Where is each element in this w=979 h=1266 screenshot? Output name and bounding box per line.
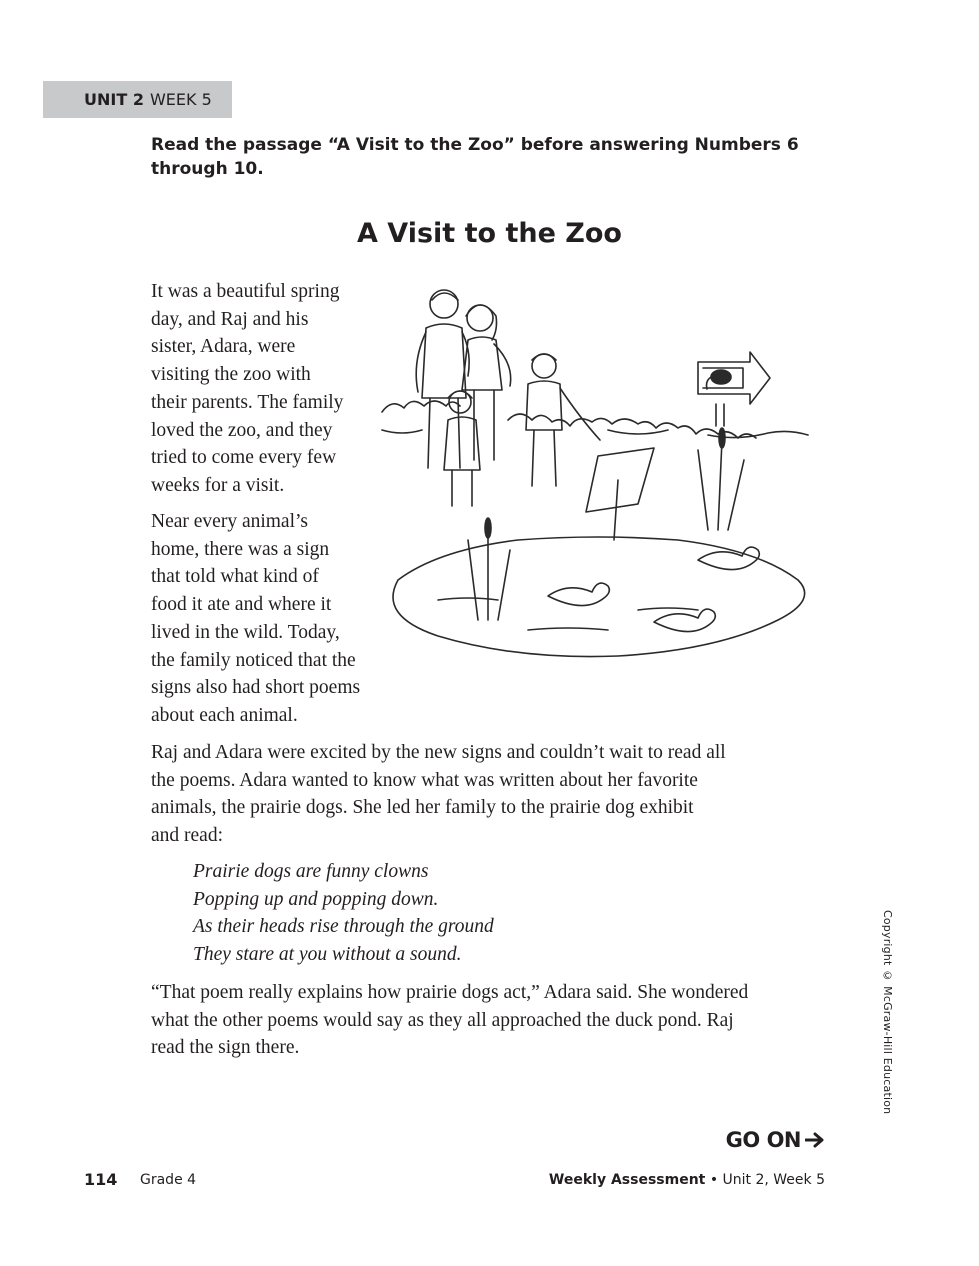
intro-line: Read the passage “A Visit to the Zoo” before answering Numbers 6	[151, 135, 799, 155]
grade-label: Grade 4	[140, 1172, 197, 1188]
poem-line: They stare at you without a sound.	[193, 944, 462, 966]
page-number: 114	[84, 1170, 118, 1189]
copyright-notice: Copyright © McGraw-Hill Education	[881, 910, 894, 1115]
paragraph-1	[151, 278, 343, 500]
poem-line: Prairie dogs are funny clowns	[193, 861, 429, 882]
text-line: the poems. Adara wanted to know what was written about her favorite	[151, 769, 698, 791]
passage-instructions	[151, 133, 801, 181]
intro-line: through 10.	[151, 159, 264, 179]
text-line: read the sign there.	[151, 1037, 300, 1059]
text-line: the family noticed that the	[151, 649, 356, 671]
text-line: that told what kind of	[151, 566, 319, 588]
text-line: day, and Raj and his	[151, 308, 309, 330]
text-line: “That poem really explains how prairie dogs act,” Adara said. She wondered	[151, 982, 749, 1003]
week-label: WEEK 5	[149, 90, 212, 109]
paragraph-2	[151, 508, 360, 730]
text-line: about each animal.	[151, 704, 298, 726]
text-line: tried to come every few	[151, 447, 337, 469]
ducks	[548, 547, 759, 631]
text-line: food it ate and where it	[151, 594, 332, 616]
text-line: lived in the wild. Today,	[151, 621, 340, 643]
assessment-title: Weekly Assessment	[548, 1172, 706, 1188]
prairie-dog-poem	[193, 858, 494, 969]
text-line: sister, Adara, were	[151, 336, 296, 358]
text-line: Raj and Adara were excited by the new signs and couldn’t wait to read all	[151, 742, 726, 763]
go-on-indicator	[726, 1128, 825, 1152]
paragraph-4	[151, 979, 748, 1062]
text-line: weeks for a visit.	[151, 474, 285, 496]
text-line: loved the zoo, and they	[151, 419, 333, 441]
background-bushes	[382, 401, 808, 438]
direction-sign	[698, 352, 770, 426]
zoo-family-illustration	[378, 280, 824, 692]
unit-label: UNIT 2	[84, 90, 144, 109]
text-line: visiting the zoo with	[151, 364, 311, 386]
unit-week-tab	[43, 81, 232, 118]
go-on-label: GO ON	[725, 1128, 801, 1152]
poem-line: As their heads rise through the ground	[193, 916, 494, 938]
paragraph-3	[151, 739, 726, 850]
passage-title: A Visit to the Zoo	[357, 218, 622, 249]
text-line: their parents. The family	[151, 391, 344, 413]
text-line: animals, the prairie dogs. She led her family to the prairie dog exhibit	[151, 797, 694, 819]
family-figures	[416, 290, 600, 506]
reeds	[468, 428, 744, 620]
unit-week-footer: • Unit 2, Week 5	[709, 1172, 825, 1188]
text-line: Near every animal’s	[151, 511, 309, 532]
text-line: It was a beautiful spring	[151, 281, 340, 302]
text-line: and read:	[151, 825, 224, 847]
assessment-label	[549, 1170, 825, 1190]
elephant-sign-icon	[711, 370, 731, 384]
text-line: what the other poems would say as they all approached the duck pond. Raj	[151, 1009, 734, 1031]
info-sign	[586, 448, 654, 540]
arrow-right-icon	[805, 1131, 825, 1149]
poem-line: Popping up and popping down.	[193, 888, 439, 910]
text-line: signs also had short poems	[151, 677, 361, 699]
text-line: home, there was a sign	[151, 538, 330, 560]
